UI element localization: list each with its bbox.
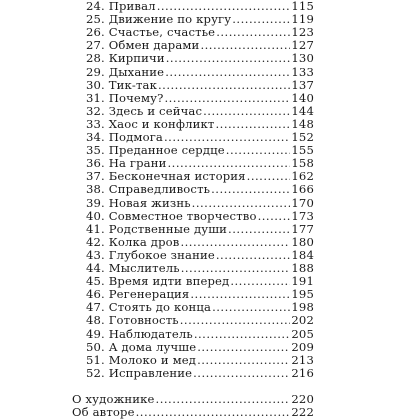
toc-entry-title: 50. А дома лучше	[86, 339, 197, 354]
dot-leader	[197, 354, 290, 367]
toc-entry-page: 195	[291, 287, 314, 302]
toc-entry-48	[86, 314, 314, 327]
toc-entry-page: 220	[291, 391, 314, 406]
toc-entry-30	[86, 79, 314, 92]
toc-entry-26	[86, 26, 314, 39]
dot-leader	[211, 183, 290, 196]
toc-entry-page: 130	[291, 51, 314, 66]
toc-entry-page: 137	[291, 77, 314, 92]
toc-entry-title: 43. Глубокое знание	[86, 247, 215, 262]
toc-entry-page: 184	[291, 247, 314, 262]
toc-entry-page: 202	[291, 313, 314, 328]
toc-entry-page: 133	[291, 64, 314, 79]
toc-entry-page: 148	[291, 116, 314, 131]
dot-leader	[203, 105, 290, 118]
dot-leader	[232, 13, 290, 26]
toc-entry-page: 216	[291, 365, 314, 380]
dot-leader	[165, 66, 290, 79]
toc-entry-29	[86, 66, 314, 79]
toc-entry-title: 39. Новая жизнь	[86, 195, 191, 210]
toc-entry-title: 52. Исправление	[86, 365, 193, 380]
toc-entry-title: 38. Справедливость	[86, 182, 211, 197]
toc-entry-45	[86, 275, 314, 288]
dot-leader	[247, 170, 291, 183]
toc-entry-title: 30. Тик-так	[86, 77, 157, 92]
dot-leader	[193, 367, 290, 380]
toc-entry-title: 29. Дыхание	[86, 64, 165, 79]
toc-entry-page: 213	[291, 352, 314, 367]
toc-entry-title: 40. Совместное творчество	[86, 208, 257, 223]
toc-entry-32	[86, 105, 314, 118]
toc-entry-41	[86, 223, 314, 236]
toc-entry-title: 35. Преданное сердце	[86, 143, 225, 158]
dot-leader	[158, 79, 290, 92]
toc-entry-page: 155	[291, 143, 314, 158]
toc-entry-title: 41. Родственные души	[86, 221, 228, 236]
toc-entry-title: 51. Молоко и мед	[86, 352, 197, 367]
toc-entry-47	[86, 301, 314, 314]
toc-entry-page: 119	[291, 12, 314, 27]
dot-leader	[157, 0, 291, 13]
toc-entry-page: 152	[291, 130, 314, 144]
dot-leader	[166, 52, 291, 65]
toc-entry-52	[86, 367, 314, 380]
dot-leader	[216, 118, 291, 131]
dot-leader	[216, 26, 290, 39]
toc-entry-page: 173	[291, 208, 314, 223]
toc-entry-title: 37. Бесконечная история	[86, 169, 246, 184]
toc-entry-title: Об авторе	[72, 404, 135, 419]
toc-entry-about-author	[72, 406, 314, 419]
dot-leader	[200, 39, 290, 52]
dot-leader	[192, 197, 291, 210]
toc-entry-31	[86, 92, 314, 105]
toc-entry-title: 33. Хаос и конфликт	[86, 116, 215, 131]
toc-entry-page: 144	[291, 103, 314, 118]
toc-entry-50	[86, 341, 314, 354]
dot-leader	[136, 406, 291, 419]
toc-entry-title: 31. Почему?	[86, 90, 164, 105]
toc-entry-page: 209	[291, 339, 314, 354]
dot-leader	[164, 131, 290, 144]
toc-entry-page: 191	[291, 274, 314, 289]
toc-entry-39	[86, 197, 314, 210]
toc-entry-37	[86, 170, 314, 183]
toc-entry-title: 26. Счастье, счастье	[86, 25, 216, 40]
toc-entry-35	[86, 144, 314, 157]
toc-entry-page: 170	[291, 195, 314, 210]
dot-leader	[190, 288, 290, 301]
toc-entry-title: 44. Мыслитель	[86, 261, 180, 275]
toc-entry-36	[86, 157, 314, 170]
toc-entry-page: 115	[291, 0, 314, 13]
toc-entry-title: 27. Обмен дарами	[86, 38, 200, 53]
toc-entry-page: 166	[291, 182, 314, 197]
toc-entry-page: 188	[291, 261, 314, 275]
toc-entry-page: 180	[291, 234, 314, 249]
dot-leader	[181, 262, 291, 275]
dot-leader	[228, 223, 290, 236]
toc-entry-title: 49. Наблюдатель	[86, 326, 193, 341]
toc-entry-page: 127	[291, 38, 314, 53]
dot-leader	[194, 328, 291, 341]
toc-entry-title: 45. Время идти вперед	[86, 274, 230, 289]
toc-entry-about-artist	[72, 393, 314, 406]
dot-leader	[156, 393, 291, 406]
toc-entry-40	[86, 210, 314, 223]
toc-entry-page: 158	[291, 156, 314, 171]
toc-entry-44	[86, 262, 314, 275]
dot-leader	[197, 341, 290, 354]
toc-entry-24	[86, 0, 314, 13]
toc-entry-34	[86, 131, 314, 144]
toc-entry-25	[86, 13, 314, 26]
dot-leader	[258, 210, 291, 223]
toc-entry-title: О художнике	[72, 391, 155, 406]
toc-entry-title: 47. Стоять до конца	[86, 300, 212, 315]
toc-entry-title: 25. Движение по кругу	[86, 12, 232, 27]
toc-entry-27	[86, 39, 314, 52]
toc-entry-title: 28. Кирпичи	[86, 51, 165, 66]
toc-entry-38	[86, 183, 314, 196]
toc-entry-title: 48. Готовность	[86, 313, 179, 328]
dot-leader	[168, 157, 291, 170]
toc-entry-28	[86, 52, 314, 65]
toc-entry-49	[86, 328, 314, 341]
dot-leader	[180, 236, 290, 249]
toc-entry-page: 177	[291, 221, 314, 236]
toc-entry-page: 222	[291, 404, 314, 419]
toc-entry-33	[86, 118, 314, 131]
toc-entry-page: 162	[291, 169, 314, 184]
toc-entry-title: 46. Регенерация	[86, 287, 190, 302]
toc-entry-42	[86, 236, 314, 249]
dot-leader	[164, 92, 290, 105]
toc-entry-43	[86, 249, 314, 262]
toc-entry-title: 34. Подмога	[86, 130, 163, 144]
toc-entry-title: 42. Колка дров	[86, 234, 180, 249]
dot-leader	[216, 249, 291, 262]
toc-entry-title: 36. На грани	[86, 156, 167, 171]
dot-leader	[212, 301, 290, 314]
dot-leader	[230, 275, 290, 288]
toc-entry-46	[86, 288, 314, 301]
dot-leader	[226, 144, 291, 157]
toc-entry-page: 140	[291, 90, 314, 105]
toc-entry-51	[86, 354, 314, 367]
toc-entry-title: 32. Здесь и сейчас	[86, 103, 203, 118]
toc-entry-page: 198	[291, 300, 314, 315]
toc-entry-title: 24. Привал	[86, 0, 156, 13]
toc-entry-page: 123	[291, 25, 314, 40]
dot-leader	[180, 314, 291, 327]
toc-entry-page: 205	[291, 326, 314, 341]
